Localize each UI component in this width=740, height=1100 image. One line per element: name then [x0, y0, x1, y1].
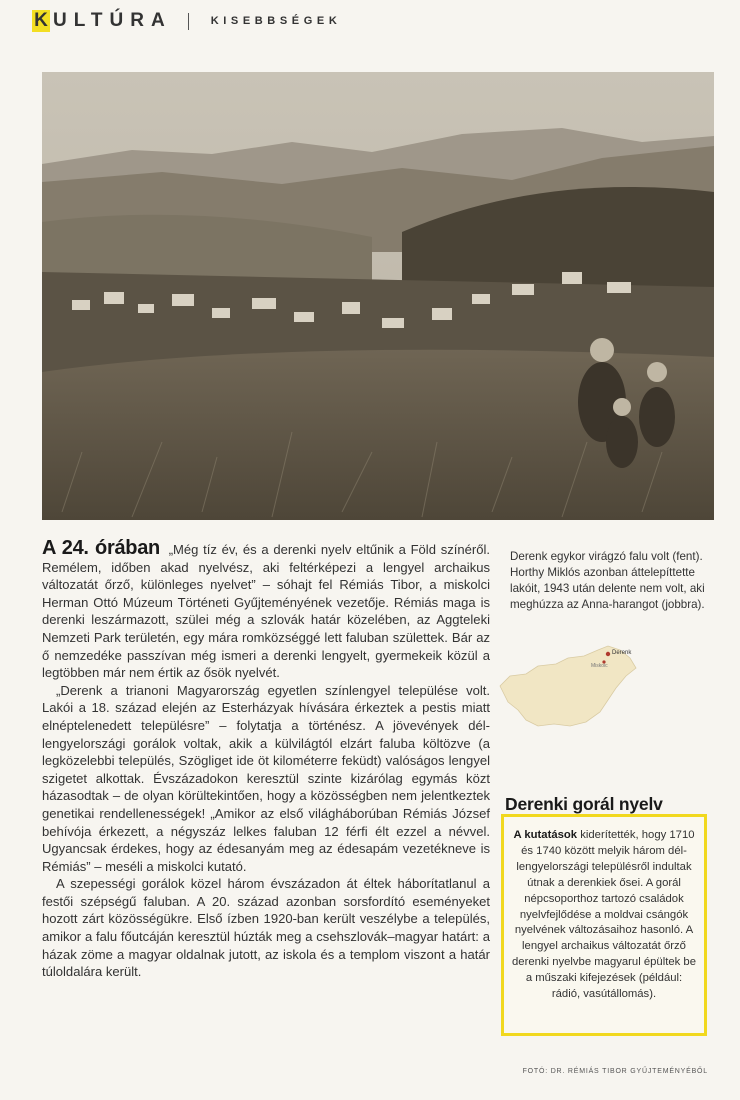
- article-paragraph: [42, 537, 491, 682]
- photo-caption: Derenk egykor virágzó falu volt (fent). Horthy Miklós azonban áttelepíttette lakóit, 1943 után delente nem volt, aki meghúzza az Anna-harangot (jobbra).: [510, 550, 705, 611]
- section-header: [32, 6, 341, 36]
- article-paragraph-text: „Még tíz év, és a derenki nyelv eltűnik a Föld színéről. Remélem, időben akad nyelvész, aki feltérképezi a lengyel archaikus változatát őrző, különleges nyelvet” – sóhajt fel Rémiás Tibor, a miskolci Herman Ottó Múzeum Történeti Gyűjteményének vezetője. Rémiás maga is derenki leszármazott, szülei még a szlovák határ közelében, az Aggteleki Nemzeti Park területén, egy mára romközséggé lett faluban születtek. Bár az ő nemzedéke passzívan még ismeri a derenki lengyelt, gyermekeik közül a legtöbben már nem értik az ősök nyelvét.: [42, 542, 491, 681]
- photo-credit: FOTÓ: DR. RÉMIÁS TIBOR GYŰJTEMÉNYÉBŐL: [522, 1068, 708, 1075]
- section-initial: K: [34, 10, 48, 31]
- hungary-outline: [500, 646, 636, 726]
- section-initial-box: [32, 10, 50, 32]
- section-title: ULTÚRA: [53, 10, 172, 31]
- sidebar-lead: A kutatások: [513, 829, 578, 841]
- article-paragraph: „Derenk a trianoni Magyarország egyetlen színlengyel települése volt. Lakói a 18. század elején az Esterházyak hívására érkeztek a pestis miatt elnéptelenedett településre” – folytatja a történész. A jövevények dél-lengyelországi gorálok voltak, akik a külvilágtól elzárt faluba költözve (a legközelebbi település, Szögliget ide öt kilométerre feküdt) valóságos lengyel szigetet alkottak. Évszázadokon keresztül szinte kizárólag egymás közt házasodtak – de olyan körültekintően, hogy a közösségben nem jelentkeztek genetikai rendellenességek! „Amikor az első világháborúban Rémiás József behívója érkezett, a négyszáz lelkes faluban 12 férfi élt ezzel a névvel. Ugyancsak érdekes, hogy az édesanyám meg az édesapám vezetékneve is Rémiás” – meséli a miskolci kutató.: [42, 682, 490, 874]
- miskolc-label: Miskolc: [591, 663, 608, 669]
- derenk-marker: [606, 652, 610, 656]
- subsection-title: KISEBBSÉGEK: [210, 15, 342, 27]
- hungary-map: [496, 640, 638, 732]
- article-paragraph: A szepességi gorálok közel három évszázadon át éltek háborítatlanul a festői szépségű faluban. A 20. század azonban sorsfordító eseményeket hozott zárt közösségükre. Első ízben 1920-ban került veszélybe a település, amikor a falu főutcáján keresztül húzták meg a csehszlovák–magyar határt: a házak zöme a magyar oldalnak jutott, az iskola és a templom viszont a határ túloldalára került.: [42, 876, 490, 980]
- article-lead: A 24. órában: [42, 537, 160, 559]
- sidebar-box: [501, 814, 707, 1036]
- sidebar-body: kiderítették, hogy 1710 és 1740 között melyik három dél-lengyelországi településről indultak útnak a derenkiek ősei. A gorál népcsoporthoz tartozó családok nyelvfejlődése a moldvai csángók nyelvének változásaihoz hasonló. A lengyel archaikus változatát őrző derenki nyelvbe magyarul épültek be a műszaki kifejezések (például: rádió, vasútállomás).: [512, 829, 696, 1001]
- header-divider: [188, 13, 189, 30]
- sidebar-text: [512, 828, 696, 1003]
- derenk-label: Derenk: [612, 650, 632, 656]
- sidebar-title: Derenki gorál nyelv: [505, 794, 663, 814]
- village-photo: [42, 72, 714, 520]
- article-body: [42, 537, 491, 981]
